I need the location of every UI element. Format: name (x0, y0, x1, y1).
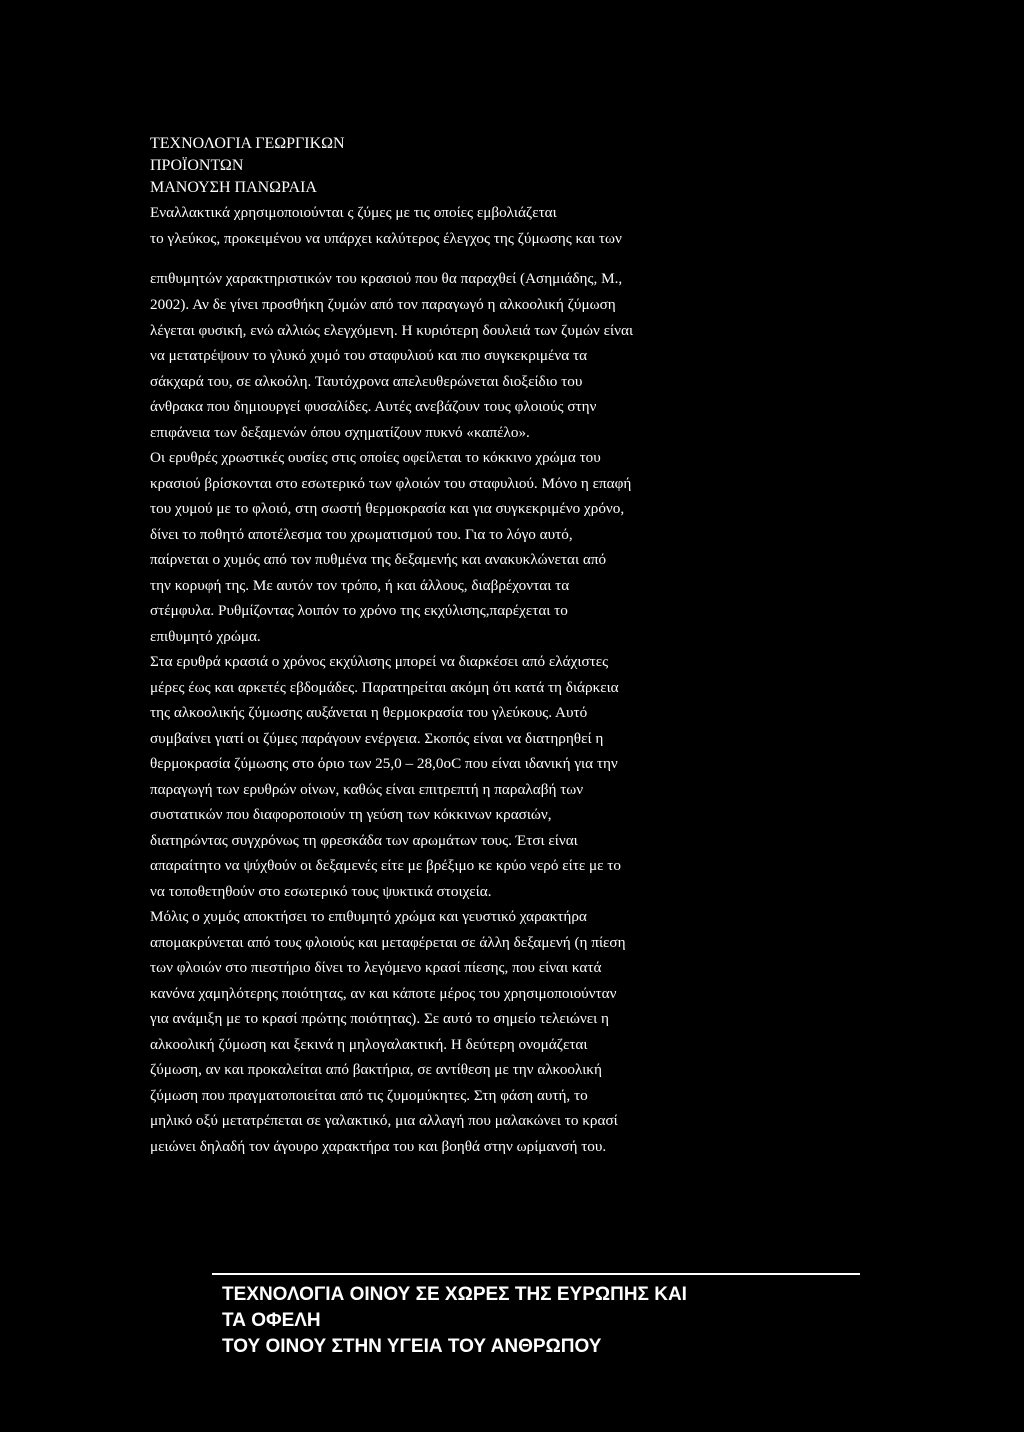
body-line: Μόλις ο χυμός αποκτήσει το επιθυμητό χρώμα και γευστικό χαρακτήρα (150, 908, 587, 925)
body-line: δίνει το ποθητό αποτέλεσμα του χρωματισμού του. Για το λόγο αυτό, (150, 526, 573, 543)
body-line: κρασιού βρίσκονται στο εσωτερικό των φλοιών του σταφυλιού. Μόνο η επαφή (150, 475, 632, 492)
body-line: της αλκοολικής ζύμωσης αυξάνεται η θερμοκρασία του γλεύκους. Αυτό (150, 704, 588, 721)
body-line: άνθρακα που δημιουργεί φυσαλίδες. Αυτές ανεβάζουν τους φλοιούς στην (150, 398, 597, 415)
body-line: παραγωγή των ερυθρών οίνων, καθώς είναι επιτρεπτή η παραλαβή των (150, 781, 584, 798)
body-line: απομακρύνεται από τους φλοιούς και μεταφέρεται σε άλλη δεξαμενή (η πίεση (150, 934, 626, 951)
body-line: μέρες έως και αρκετές εβδομάδες. Παρατηρείται ακόμη ότι κατά τη διάρκεια (150, 679, 619, 696)
body-line: των φλοιών στο πιεστήριο δίνει το λεγόμενο κρασί πίεσης, που είναι κατά (150, 959, 602, 976)
body-line: μηλικό οξύ μετατρέπεται σε γαλακτικό, μια αλλαγή που μαλακώνει το κρασί (150, 1112, 618, 1129)
body-line: για ανάμιξη με το κρασί πρώτης ποιότητας). Σε αυτό το σημείο τελειώνει η (150, 1010, 609, 1027)
body-line: μειώνει δηλαδή τον άγουρο χαρακτήρα του και βοηθά στην ωρίμανσή του. (150, 1138, 607, 1155)
footer-line-2: ΤΑ ΟΦΕΛΗ (222, 1310, 321, 1331)
body-line: συστατικών που διαφοροποιούν τη γεύση των κόκκινων κρασιών, (150, 806, 552, 823)
document-header (150, 133, 345, 199)
body-line: Εναλλακτικά χρησιμοποιούνται ς ζύμες με τις οποίες εμβολιάζεται (150, 204, 557, 221)
body-line: σάκχαρά του, σε αλκοόλη. Ταυτόχρονα απελευθερώνεται διοξείδιο του (150, 373, 583, 390)
header-line-1: ΤΕΧΝΟΛΟΓΙΑ ΓΕΩΡΓΙΚΩΝ (150, 135, 345, 152)
body-line: το γλεύκος, προκειμένου να υπάρχει καλύτερος έλεγχος της ζύμωσης και των (150, 230, 622, 247)
body-line: επιθυμητών χαρακτηριστικών του κρασιού που θα παραχθεί (Ασημιάδης, Μ., (150, 270, 623, 287)
footer-line-3: ΤΟΥ ΟΙΝΟΥ ΣΤΗΝ ΥΓΕΙΑ ΤΟΥ ΑΝΘΡΩΠΟΥ (222, 1336, 602, 1357)
header-line-2: ΠΡΟΪΟΝΤΩΝ (150, 157, 244, 174)
body-line: την κορυφή της. Με αυτόν τον τρόπο, ή και άλλους, διαβρέχονται τα (150, 577, 570, 594)
body-line: ζύμωση, αν και προκαλείται από βακτήρια, σε αντίθεση με την αλκοολική (150, 1061, 602, 1078)
body-line: κανόνα χαμηλότερης ποιότητας, αν και κάποτε μέρος του χρησιμοποιούνταν (150, 985, 617, 1002)
body-line: ζύμωση που πραγματοποιείται από τις ζυμομύκητες. Στη φάση αυτή, το (150, 1087, 588, 1104)
body-line: λέγεται φυσική, ενώ αλλιώς ελεγχόμενη. Η κυριότερη δουλειά των ζυμών είναι (150, 322, 634, 339)
body-line: Στα ερυθρά κρασιά ο χρόνος εκχύλισης μπορεί να διαρκέσει από ελάχιστες (150, 653, 609, 670)
body-line: αλκοολική ζύμωση και ξεκινά η μηλογαλακτική. Η δεύτερη ονομάζεται (150, 1036, 588, 1053)
footer-line-1: ΤΕΧΝΟΛΟΓΙΑ ΟΙΝΟΥ ΣΕ ΧΩΡΕΣ ΤΗΣ ΕΥΡΩΠΗΣ ΚΑΙ (222, 1284, 687, 1305)
body-line: συμβαίνει γιατί οι ζύμες παράγουν ενέργεια. Σκοπός είναι να διατηρηθεί η (150, 730, 604, 747)
body-line: να τοποθετηθούν στο εσωτερικό τους ψυκτικά στοιχεία. (150, 883, 492, 900)
footer-divider (212, 1273, 860, 1275)
body-line: Οι ερυθρές χρωστικές ουσίες στις οποίες οφείλεται το κόκκινο χρώμα του (150, 449, 601, 466)
body-line: 2002). Αν δε γίνει προσθήκη ζυμών από τον παραγωγό η αλκοολική ζύμωση (150, 296, 616, 313)
header-author: ΜΑΝΟΥΣΗ ΠΑΝΩΡΑΙΑ (150, 179, 317, 196)
body-line: παίρνεται ο χυμός από τον πυθμένα της δεξαμενής και ανακυκλώνεται από (150, 551, 607, 568)
body-line: απαραίτητο να ψύχθούν οι δεξαμενές είτε με βρέξιμο κε κρύο νερό είτε με το (150, 857, 622, 874)
body-line: του χυμού με το φλοιό, στη σωστή θερμοκρασία και για συγκεκριμένο χρόνο, (150, 500, 625, 517)
body-line: να μετατρέψουν το γλυκό χυμό του σταφυλιού και πιο συγκεκριμένα τα (150, 347, 588, 364)
document-footer (222, 1282, 687, 1360)
body-line: στέμφυλα. Ρυθμίζοντας λοιπόν το χρόνο της εκχύλισης,παρέχεται το (150, 602, 568, 619)
body-line: επιθυμητό χρώμα. (150, 628, 261, 645)
body-line: επιφάνεια των δεξαμενών όπου σχηματίζουν πυκνό «καπέλο». (150, 424, 530, 441)
body-line: θερμοκρασία ζύμωσης στο όριο των 25,0 – 28,0oC που είναι ιδανική για την (150, 755, 618, 772)
body-line: διατηρώντας συγχρόνως τη φρεσκάδα των αρωμάτων τους. Έτσι είναι (150, 832, 578, 849)
